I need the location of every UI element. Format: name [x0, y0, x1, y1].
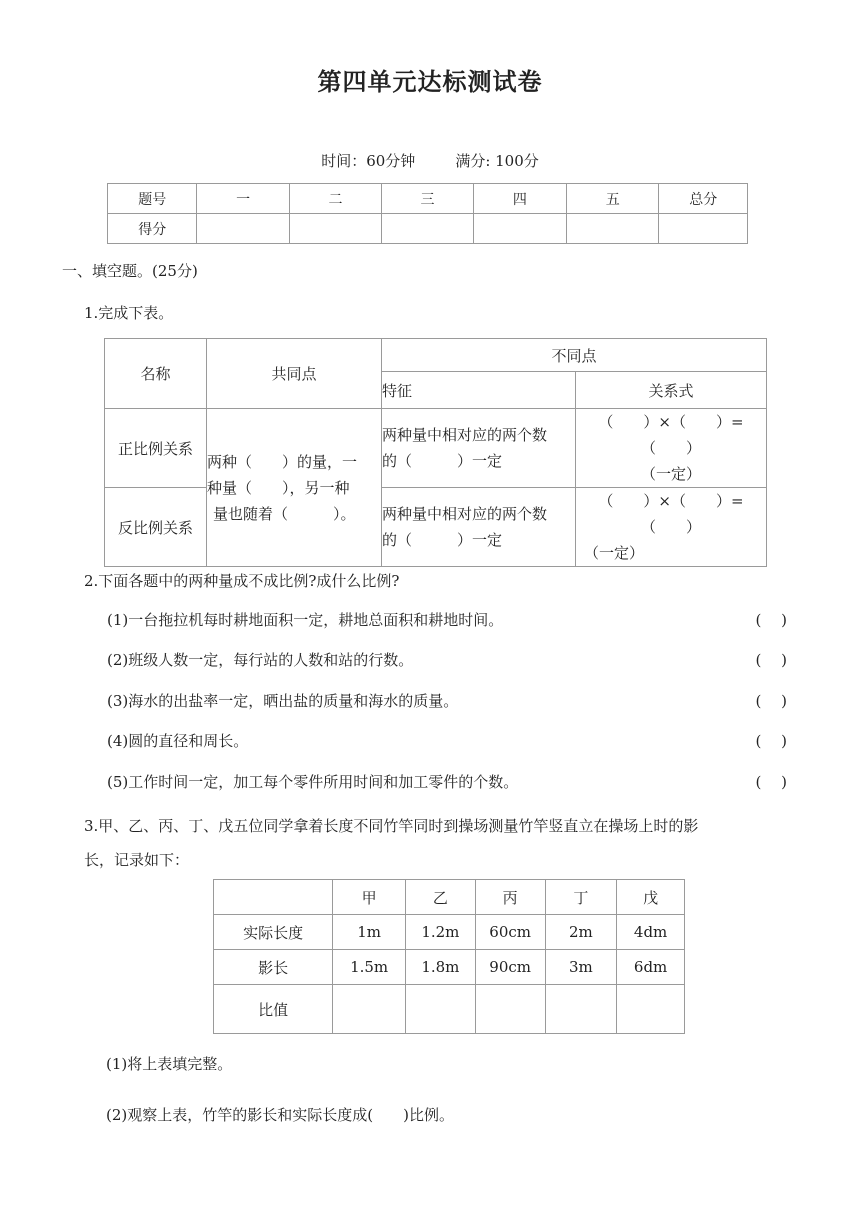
- t1-relation-cell[interactable]: [576, 488, 767, 567]
- t3-row-ratio: [214, 985, 685, 1034]
- t3-col-header: 乙: [405, 880, 475, 915]
- t1-header-relation: 关系式: [576, 372, 767, 409]
- t1-relation-line: （ ）×（ ）=（ ）: [598, 492, 744, 536]
- t1-common-line: 量也随着（ ）。: [213, 504, 356, 523]
- score-blank-cell[interactable]: [567, 214, 659, 244]
- t3-col-header: 丁: [545, 880, 617, 915]
- t1-feature-line: 两种量中相对应的两个数: [382, 426, 548, 444]
- score-header-row: [108, 184, 748, 214]
- full-score: 满分: 100分: [455, 152, 539, 170]
- score-value-row: [108, 214, 748, 244]
- t1-feature-line: 的（ ）一定: [382, 531, 503, 549]
- t3-value-cell: 4dm: [617, 915, 685, 950]
- q2-item-text: (5)工作时间一定，加工每个零件所用时间和加工零件的个数。: [107, 773, 519, 791]
- t1-header-feature: 特征: [382, 372, 576, 409]
- t3-blank-cell[interactable]: [617, 985, 685, 1034]
- q2-item: [107, 690, 787, 712]
- score-blank-cell[interactable]: [659, 214, 748, 244]
- t3-value-cell: 6dm: [617, 950, 685, 985]
- t1-relation-line: （ ）×（ ）=（ ）: [598, 413, 744, 457]
- t3-value-cell: 2m: [545, 915, 617, 950]
- q2-item: [107, 609, 787, 631]
- score-header-cell: 五: [567, 184, 659, 214]
- score-table: [107, 183, 748, 244]
- q3-sub-1: (1)将上表填完整。: [106, 1055, 233, 1073]
- answer-blank[interactable]: ( ): [755, 651, 787, 669]
- t3-row-label: 比值: [214, 985, 333, 1034]
- t3-value-cell: 1.2m: [405, 915, 475, 950]
- score-header-cell: 总分: [659, 184, 748, 214]
- answer-blank[interactable]: ( ): [755, 692, 787, 710]
- shadow-table: [213, 879, 685, 1034]
- answer-blank[interactable]: ( ): [755, 773, 787, 791]
- t1-header-row-1: [105, 339, 767, 372]
- t3-col-header: 戊: [617, 880, 685, 915]
- t1-header-common: 共同点: [207, 339, 382, 409]
- t3-value-cell: 1.8m: [405, 950, 475, 985]
- q2-item-text: (1)一台拖拉机每时耕地面积一定，耕地总面积和耕地时间。: [107, 611, 504, 629]
- q2-item: [107, 771, 787, 793]
- score-header-cell: 一: [197, 184, 289, 214]
- t1-feature-line: 的（ ）一定: [382, 452, 503, 470]
- t1-row-name: 反比例关系: [105, 488, 207, 567]
- q2-item-text: (4)圆的直径和周长。: [107, 732, 249, 750]
- t1-common-cell[interactable]: [207, 409, 382, 567]
- t1-common-line: 种量（ ），另一种: [207, 478, 350, 497]
- t1-feature-cell[interactable]: [382, 488, 576, 567]
- t3-row-label: 影长: [214, 950, 333, 985]
- section-heading: 一、填空题。(25分): [62, 262, 198, 280]
- question-3-prompt-line: 长，记录如下：: [84, 851, 190, 869]
- t3-row-actual: [214, 915, 685, 950]
- t1-common-line: 两种（ ）的量，一: [207, 452, 358, 471]
- t1-header-diff: 不同点: [382, 339, 767, 372]
- t1-row-direct: [105, 409, 767, 488]
- score-header-cell: 题号: [108, 184, 197, 214]
- t3-blank-cell[interactable]: [333, 985, 406, 1034]
- t3-corner-cell: [214, 880, 333, 915]
- t3-col-header: 甲: [333, 880, 406, 915]
- question-3-prompt-line: 3.甲、乙、丙、丁、戊五位同学拿着长度不同竹竿同时到操场测量竹竿竖直立在操场上时的影: [84, 817, 699, 835]
- t3-col-header: 丙: [475, 880, 545, 915]
- t1-row-name: 正比例关系: [105, 409, 207, 488]
- q2-item: [107, 730, 787, 752]
- page-title: 第四单元达标测试卷: [317, 68, 543, 96]
- t1-row-inverse: [105, 488, 767, 567]
- t1-feature-cell[interactable]: [382, 409, 576, 488]
- proportion-table: [104, 338, 767, 567]
- q2-item-text: (3)海水的出盐率一定，晒出盐的质量和海水的质量。: [107, 692, 459, 710]
- question-1-prompt: 1.完成下表。: [84, 304, 174, 322]
- score-blank-cell[interactable]: [289, 214, 381, 244]
- t1-relation-line: （一定）: [584, 544, 645, 562]
- t3-header-row: [214, 880, 685, 915]
- t1-header-name: 名称: [105, 339, 207, 409]
- t3-row-label: 实际长度: [214, 915, 333, 950]
- time-limit: 时间：60分钟: [321, 152, 416, 170]
- exam-meta: [0, 150, 860, 171]
- t1-relation-line: （一定）: [640, 465, 701, 483]
- t1-feature-line: 两种量中相对应的两个数: [382, 505, 548, 523]
- t3-value-cell: 60cm: [475, 915, 545, 950]
- answer-blank[interactable]: ( ): [755, 611, 787, 629]
- answer-blank[interactable]: ( ): [755, 732, 787, 750]
- score-header-cell: 二: [289, 184, 381, 214]
- score-header-cell: 四: [473, 184, 566, 214]
- t3-value-cell: 3m: [545, 950, 617, 985]
- t3-value-cell: 1.5m: [333, 950, 406, 985]
- score-blank-cell[interactable]: [382, 214, 473, 244]
- t3-blank-cell[interactable]: [405, 985, 475, 1034]
- t3-blank-cell[interactable]: [545, 985, 617, 1034]
- t3-row-shadow: [214, 950, 685, 985]
- score-row-label: 得分: [108, 214, 197, 244]
- score-blank-cell[interactable]: [197, 214, 289, 244]
- score-header-cell: 三: [382, 184, 473, 214]
- t3-value-cell: 1m: [333, 915, 406, 950]
- q3-sub-2: (2)观察上表，竹竿的影长和实际长度成( )比例。: [106, 1106, 454, 1124]
- t3-blank-cell[interactable]: [475, 985, 545, 1034]
- q2-item: [107, 649, 787, 671]
- t1-relation-cell[interactable]: [576, 409, 767, 488]
- t3-value-cell: 90cm: [475, 950, 545, 985]
- score-blank-cell[interactable]: [473, 214, 566, 244]
- question-2-prompt: 2.下面各题中的两种量成不成比例?成什么比例?: [84, 572, 400, 590]
- q2-item-text: (2)班级人数一定，每行站的人数和站的行数。: [107, 651, 414, 669]
